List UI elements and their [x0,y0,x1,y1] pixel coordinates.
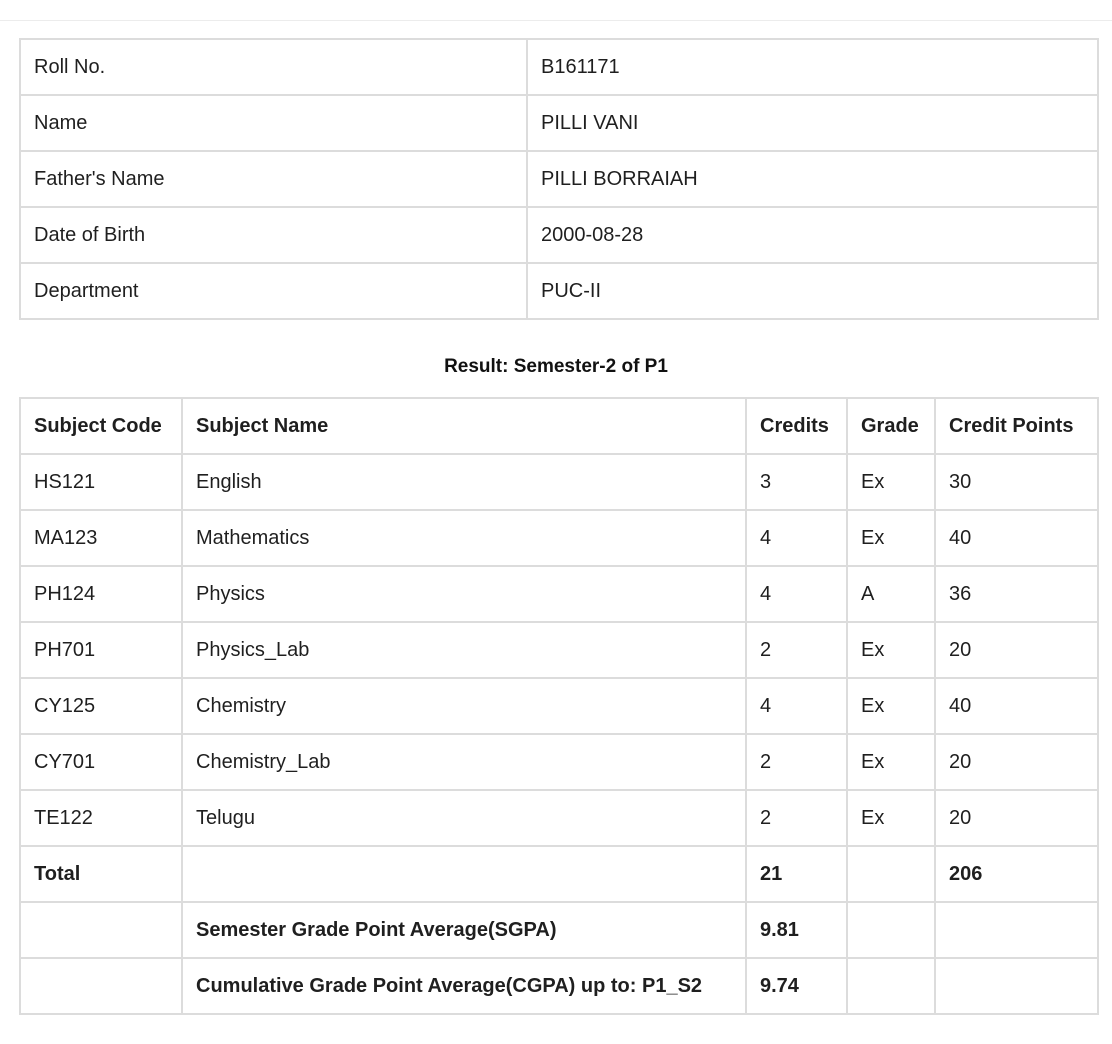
cgpa-row [20,958,1098,1014]
subject-credits: 2 [746,734,847,790]
table-row [20,734,1098,790]
cgpa-empty-cell [935,958,1098,1014]
subject-grade: Ex [847,790,935,846]
subject-name: Physics [182,566,746,622]
total-row [20,846,1098,902]
header-grade: Grade [847,398,935,454]
subject-grade: Ex [847,622,935,678]
subject-name: Mathematics [182,510,746,566]
info-value: 2000-08-28 [527,207,1098,263]
cgpa-empty-cell [20,958,182,1014]
sgpa-label: Semester Grade Point Average(SGPA) [182,902,746,958]
subject-credits: 4 [746,678,847,734]
total-empty-cell [847,846,935,902]
subject-grade: A [847,566,935,622]
table-row [20,566,1098,622]
info-label: Department [20,263,527,319]
subject-credit-points: 40 [935,510,1098,566]
top-divider [0,20,1112,21]
info-value: PUC-II [527,263,1098,319]
sgpa-value: 9.81 [746,902,847,958]
info-value: PILLI BORRAIAH [527,151,1098,207]
header-credits: Credits [746,398,847,454]
header-subject-name: Subject Name [182,398,746,454]
info-label: Name [20,95,527,151]
sgpa-empty-cell [847,902,935,958]
subject-credit-points: 20 [935,734,1098,790]
total-empty-cell [182,846,746,902]
subject-grade: Ex [847,454,935,510]
table-row [20,510,1098,566]
subject-code: HS121 [20,454,182,510]
sgpa-empty-cell [20,902,182,958]
subject-grade: Ex [847,734,935,790]
subject-name: English [182,454,746,510]
result-header-row [20,398,1098,454]
total-credit-points: 206 [935,846,1098,902]
subject-code: MA123 [20,510,182,566]
subject-credits: 3 [746,454,847,510]
info-value: B161171 [527,39,1098,95]
info-row-fathers-name [20,151,1098,207]
info-label: Father's Name [20,151,527,207]
subject-credits: 4 [746,566,847,622]
table-row [20,790,1098,846]
cgpa-label: Cumulative Grade Point Average(CGPA) up to: P1_S2 [182,958,746,1014]
subject-code: CY701 [20,734,182,790]
total-label: Total [20,846,182,902]
info-row-department [20,263,1098,319]
cgpa-empty-cell [847,958,935,1014]
subject-grade: Ex [847,678,935,734]
subject-credit-points: 30 [935,454,1098,510]
header-credit-points: Credit Points [935,398,1098,454]
cgpa-value: 9.74 [746,958,847,1014]
subject-credits: 2 [746,790,847,846]
info-row-date-of-birth [20,207,1098,263]
header-subject-code: Subject Code [20,398,182,454]
result-heading: Result: Semester-2 of P1 [444,356,668,377]
table-row [20,454,1098,510]
subject-credit-points: 40 [935,678,1098,734]
subject-credit-points: 20 [935,622,1098,678]
result-table [19,397,1099,1015]
subject-credits: 4 [746,510,847,566]
table-row [20,678,1098,734]
subject-name: Chemistry_Lab [182,734,746,790]
subject-credit-points: 36 [935,566,1098,622]
subject-credits: 2 [746,622,847,678]
student-info-table [19,38,1099,320]
subject-grade: Ex [847,510,935,566]
info-value: PILLI VANI [527,95,1098,151]
subject-code: PH124 [20,566,182,622]
subject-credit-points: 20 [935,790,1098,846]
subject-name: Telugu [182,790,746,846]
subject-code: PH701 [20,622,182,678]
subject-code: CY125 [20,678,182,734]
info-row-roll-no [20,39,1098,95]
sgpa-empty-cell [935,902,1098,958]
subject-code: TE122 [20,790,182,846]
subject-name: Physics_Lab [182,622,746,678]
info-row-name [20,95,1098,151]
sgpa-row [20,902,1098,958]
info-label: Roll No. [20,39,527,95]
subject-name: Chemistry [182,678,746,734]
table-row [20,622,1098,678]
info-label: Date of Birth [20,207,527,263]
total-credits: 21 [746,846,847,902]
